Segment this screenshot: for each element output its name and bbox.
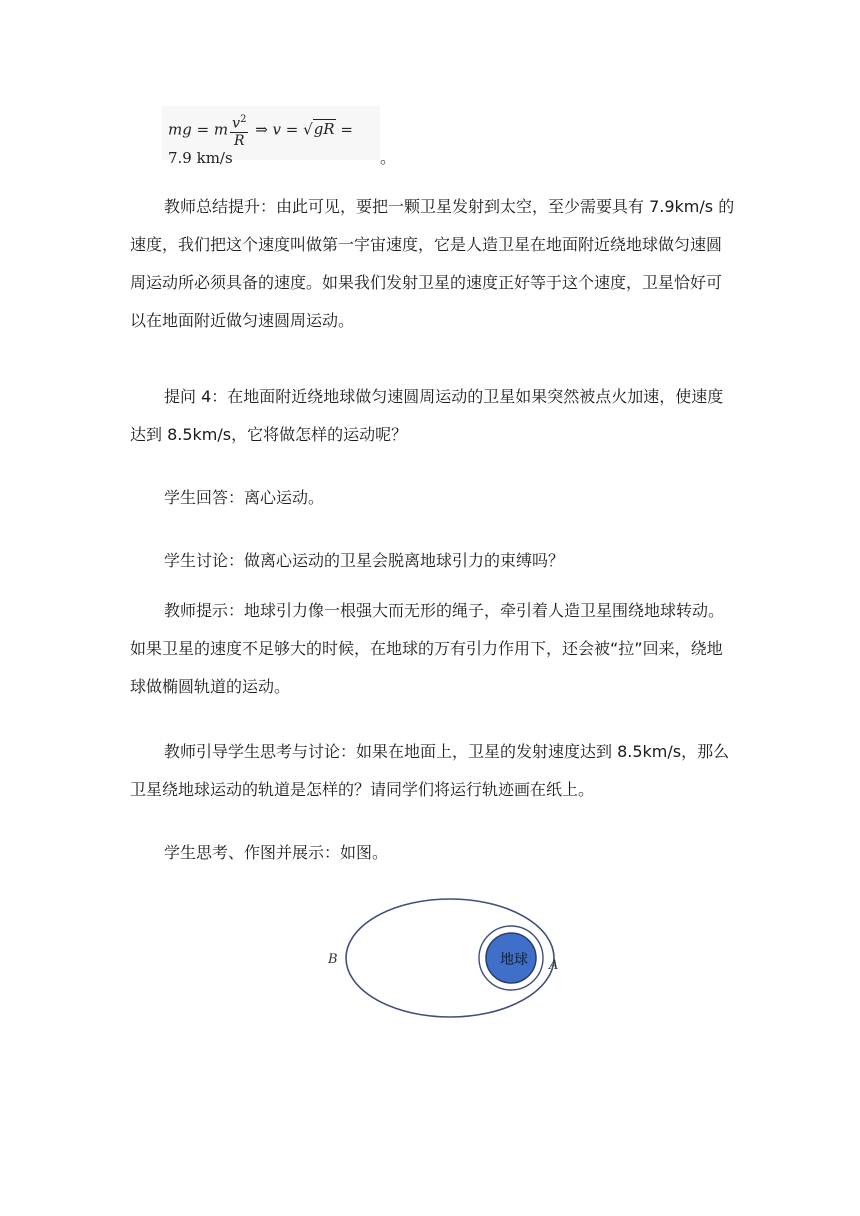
paragraph-student-answer: 学生回答：离心运动。 (164, 488, 325, 507)
formula-rhs: = 7.9 km/s (168, 120, 353, 167)
formula-fraction (230, 112, 248, 149)
sqrt-symbol: √ (303, 120, 313, 139)
paragraph-student-drawing: 学生思考、作图并展示：如图。 (164, 843, 389, 862)
paragraph-student-discussion: 学生讨论：做离心运动的卫星会脱离地球引力的束缚吗？ (164, 551, 565, 570)
first-cosmic-velocity-formula (168, 112, 378, 167)
earth-label: 地球 (500, 952, 528, 968)
formula-denominator: R (234, 132, 245, 149)
formula-period: 。 (380, 148, 397, 167)
point-a-label: A (549, 958, 559, 973)
paragraph-teacher-summary: 教师总结提升：由此可见，要把一颗卫星发射到太空，至少需要具有 7.9km/s 的速度，我们把这个速度叫做第一宇宙速度，它是人造卫星在地面附近绕地球做匀速圆周运动所必须具备的速度。如果我们发射卫星的速度正好等于这个速度，卫星恰好可以在地面附近做匀速圆周运动。 (130, 197, 735, 330)
formula-numerator: v (232, 115, 241, 132)
paragraph-teacher-guide: 教师引导学生思考与讨论：如果在地面上，卫星的发射速度达到 8.5km/s，那么卫星绕地球运动的轨道是怎样的？请同学们将运行轨迹画在纸上。 (130, 742, 730, 799)
orbit-diagram (306, 890, 584, 1034)
formula-image (162, 106, 380, 167)
formula-exponent: 2 (240, 114, 247, 125)
paragraph-teacher-hint: 教师提示：地球引力像一根强大而无形的绳子，牵引着人造卫星围绕地球转动。如果卫星的速度不足够大的时候，在地球的万有引力作用下，还会被“拉”回来，绕地球做椭圆轨道的运动。 (130, 601, 725, 696)
orbit-figure (306, 890, 584, 1034)
formula-arrow: ⇒ v = (250, 120, 304, 139)
paragraph-question-4: 提问 4：在地面附近绕地球做匀速圆周运动的卫星如果突然被点火加速，使速度达到 8.5km/s，它将做怎样的运动呢？ (130, 387, 724, 444)
formula-lhs: mg = m (168, 120, 229, 139)
point-b-label: B (328, 952, 338, 967)
formula-sqrt-arg: gR (313, 120, 335, 139)
